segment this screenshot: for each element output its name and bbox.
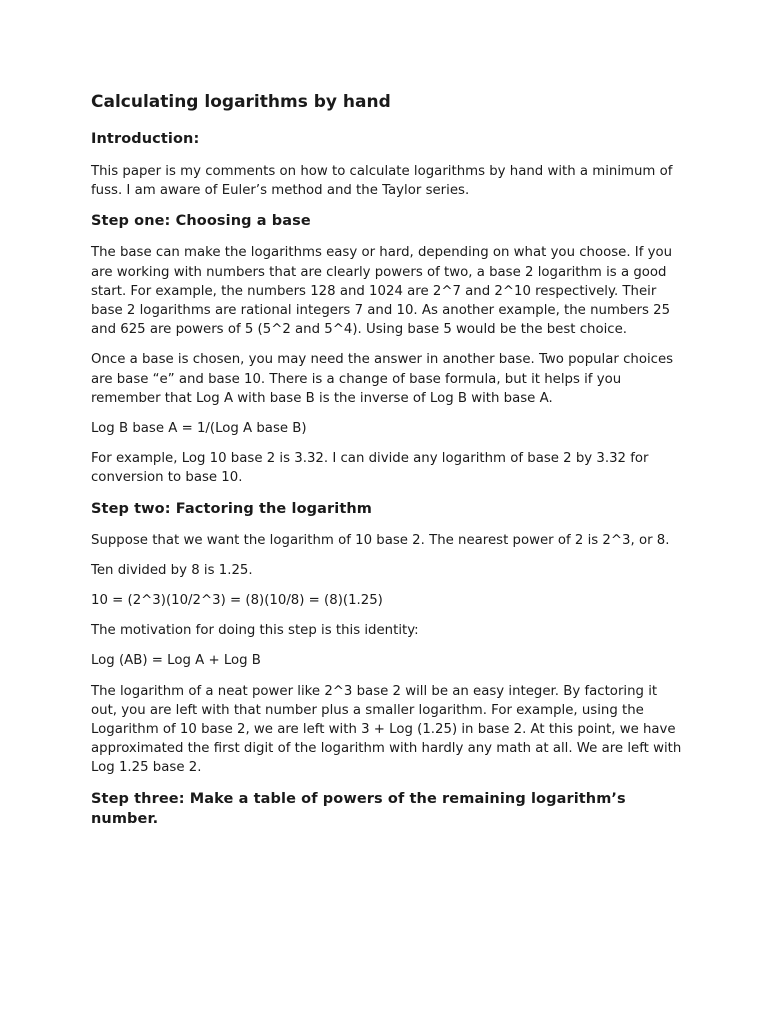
paragraph: This paper is my comments on how to calculate logarithms by hand with a minimum of fuss. I am aware of Euler’s method and the Taylor series. [91,164,673,199]
section-heading-step-three: Step three: Make a table of powers of the remaining logarithm’s number. [91,790,626,827]
section-heading-introduction: Introduction: [91,131,200,147]
formula: 10 = (2^3)(10/2^3) = (8)(10/8) = (8)(1.25) [91,593,383,609]
paragraph: The motivation for doing this step is this identity: [91,623,419,639]
paragraph: Suppose that we want the logarithm of 10 base 2. The nearest power of 2 is 2^3, or 8. [91,532,670,548]
paragraph: For example, Log 10 base 2 is 3.32. I can divide any logarithm of base 2 by 3.32 for conversion to base 10. [91,451,649,486]
paragraph: Ten divided by 8 is 1.25. [91,562,253,578]
formula: Log B base A = 1/(Log A base B) [91,421,307,437]
document-title: Calculating logarithms by hand [91,92,391,112]
paragraph: Once a base is chosen, you may need the answer in another base. Two popular choices are base “e” and base 10. There is a change of base formula, but it helps if you remember that Log A with base B is the inverse of Log B with base A. [91,352,674,406]
paragraph: The logarithm of a neat power like 2^3 base 2 will be an easy integer. By factoring it out, you are left with that number plus a smaller logarithm. For example, using the Logarithm of 10 base 2, we are left with 3 + Log (1.25) in base 2. At this point, we have approximated the first digit of the logarithm with hardly any math at all. We are left with Log 1.25 base 2. [91,683,682,776]
paragraph: The base can make the logarithms easy or hard, depending on what you choose. If you are working with numbers that are clearly powers of two, a base 2 logarithm is a good start. For example, the numbers 128 and 1024 are 2^7 and 2^10 respectively. Their base 2 logarithms are rational integers 7 and 10. As another example, the numbers 25 and 625 are powers of 5 (5^2 and 5^4). Using base 5 would be the best choice. [91,245,673,338]
section-heading-step-one: Step one: Choosing a base [91,213,311,230]
formula: Log (AB) = Log A + Log B [91,653,261,669]
section-heading-step-two: Step two: Factoring the logarithm [91,500,372,517]
